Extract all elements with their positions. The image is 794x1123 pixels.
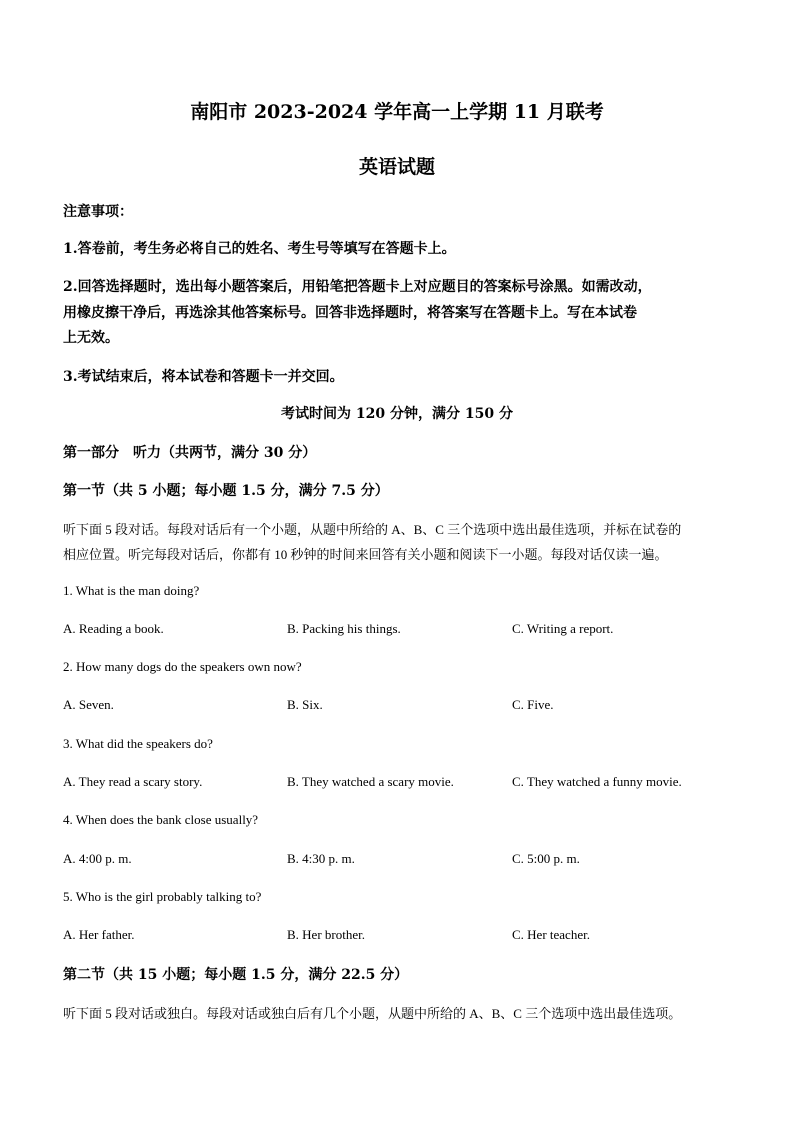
- exam-subtitle: 英语试题: [358, 156, 435, 178]
- section-1-instructions-line-1: 听下面 5 段对话。每段对话后有一个小题，从题中所给的 A、B、C 三个选项中选出最佳选项，并标在试卷的: [63, 522, 682, 537]
- note-item-1: 1.答卷前，考生务必将自己的姓名、考生号等填写在答题卡上。: [63, 241, 456, 257]
- section-2-instructions-line-1: 听下面 5 段对话或独白。每段对话或独白后有几个小题，从题中所给的 A、B、C 三个选项中选出最佳选项。: [63, 1006, 682, 1021]
- option-c: C. Writing a report.: [512, 621, 614, 636]
- option-c: C. 5:00 p. m.: [512, 851, 580, 866]
- option-b: B. Six.: [287, 697, 323, 712]
- option-b: B. They watched a scary movie.: [287, 774, 454, 789]
- option-b: B. Packing his things.: [287, 621, 401, 636]
- option-a: A. 4:00 p. m.: [63, 851, 132, 866]
- option-b: B. 4:30 p. m.: [287, 851, 355, 866]
- exam-title: 南阳市 2023-2024 学年高一上学期 11 月联考: [190, 101, 604, 123]
- section-1-heading: 第一节（共 5 小题；每小题 1.5 分，满分 7.5 分）: [63, 483, 389, 499]
- option-b: B. Her brother.: [287, 927, 365, 942]
- section-2-heading: 第二节（共 15 小题；每小题 1.5 分，满分 22.5 分）: [63, 967, 409, 983]
- note-item-2-line-1: 2.回答选择题时，选出每小题答案后，用铅笔把答题卡上对应题目的答案标号涂黑。如需改动，: [63, 279, 652, 295]
- question-stem: 2. How many dogs do the speakers own now?: [63, 659, 302, 674]
- section-1-instructions-line-2: 相应位置。听完每段对话后，你都有 10 秒钟的时间来回答有关小题和阅读下一小题。每段对话仅读一遍。: [63, 547, 668, 562]
- note-item-3: 3.考试结束后，将本试卷和答题卡一并交回。: [63, 369, 344, 385]
- option-c: C. They watched a funny movie.: [512, 774, 682, 789]
- option-a: A. They read a scary story.: [63, 774, 203, 789]
- part-1-heading: 第一部分 听力（共两节，满分 30 分）: [63, 445, 317, 461]
- question-stem: 5. Who is the girl probably talking to?: [63, 889, 262, 904]
- option-a: A. Seven.: [63, 697, 114, 712]
- question-stem: 3. What did the speakers do?: [63, 736, 213, 751]
- option-c: C. Five.: [512, 697, 554, 712]
- note-item-2-line-3: 上无效。: [63, 330, 119, 346]
- option-a: A. Reading a book.: [63, 621, 164, 636]
- notes-heading: 注意事项：: [63, 204, 133, 220]
- note-item-2-line-2: 用橡皮擦干净后，再选涂其他答案标号。回答非选择题时，将答案写在答题卡上。写在本试卷: [63, 305, 637, 321]
- option-c: C. Her teacher.: [512, 927, 590, 942]
- question-stem: 1. What is the man doing?: [63, 583, 200, 598]
- option-a: A. Her father.: [63, 927, 135, 942]
- exam-time-info: 考试时间为 120 分钟，满分 150 分: [281, 406, 513, 422]
- question-stem: 4. When does the bank close usually?: [63, 812, 259, 827]
